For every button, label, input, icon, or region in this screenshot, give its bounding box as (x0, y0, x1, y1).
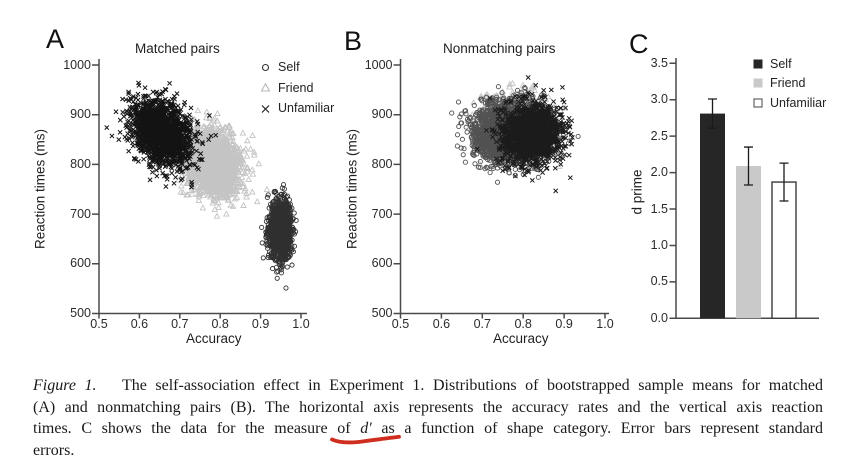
panel-c-label: C (629, 29, 649, 59)
legend-label-friend: Friend (278, 80, 314, 95)
panel-b-ytick-900: 900 (371, 107, 393, 122)
panel-a-ytick-700: 700 (70, 206, 91, 221)
panel-c-ytick-1: 1.0 (650, 237, 668, 252)
red-underline-stroke (332, 437, 399, 443)
panel-b-xtick-0.6: 0.6 (432, 316, 451, 331)
panel-b-y-axis-label: Reaction times (ms) (344, 128, 360, 250)
legend-label-friend: Friend (770, 76, 806, 91)
panel-a-title: Matched pairs (135, 41, 220, 56)
caption-line-1 (33, 375, 823, 397)
panel-a-ytick-500: 500 (70, 306, 91, 320)
caption-line-3 (33, 418, 823, 440)
panel-b-xtick-0.8: 0.8 (514, 316, 532, 331)
panel-a-ytick-600: 600 (70, 256, 91, 271)
panel-c-ytick-2: 2.0 (650, 165, 668, 180)
panel-b-label: B (344, 26, 363, 56)
caption-line-3-seg-3: as a function of shape category. Error bars represent standard (371, 420, 824, 438)
red-underline-annotation (329, 432, 403, 447)
panel-b-xtick-0.7: 0.7 (473, 316, 491, 331)
caption-line-2-seg-1: (A) and nonmatching pairs (B). The horizontal axis represents the accuracy rates and the vertical axis reaction (33, 398, 823, 416)
panel-b-ytick-500: 500 (371, 306, 393, 320)
legend-label-self: Self (770, 56, 792, 71)
panel-c-ytick-2.5: 2.5 (650, 128, 668, 143)
panel-c-y-axis-label: d prime (629, 169, 645, 215)
legend-label-unfamiliar: Unfamiliar (278, 101, 335, 115)
panel-c-ytick-0.5: 0.5 (650, 274, 668, 289)
panel-a-ytick-1000: 1000 (63, 57, 91, 72)
panel-c-ytick-3.5: 3.5 (650, 55, 668, 70)
panel-b-xtick-1: 1.0 (596, 316, 614, 331)
panel-b-title: Nonmatching pairs (443, 41, 556, 56)
caption-line-2 (33, 397, 823, 419)
panel-a-xtick-0.8: 0.8 (211, 316, 229, 331)
panel-a-ytick-900: 900 (70, 107, 91, 122)
panel-a-xtick-0.7: 0.7 (171, 316, 189, 331)
legend-label-unfamiliar: Unfamiliar (770, 95, 827, 110)
panel-b-ytick-800: 800 (371, 156, 393, 171)
panel-a-label: A (46, 24, 65, 54)
panel-a-ytick-800: 800 (70, 156, 91, 171)
panel-c-ytick-0: 0.0 (650, 310, 668, 325)
caption-line-1-seg-1: Figure 1. (33, 377, 97, 394)
panel-a-x-axis-label: Accuracy (186, 331, 242, 346)
caption-line-4 (33, 440, 823, 462)
caption-line-1-seg-2: The self-association effect in Experiment 1. Distributions of bootstrapped sample means for matched (96, 377, 823, 394)
figure-caption (33, 375, 823, 462)
panel-c-ytick-1.5: 1.5 (650, 201, 668, 216)
panel-b-x-axis-label: Accuracy (493, 331, 549, 346)
panel-a-xtick-0.5: 0.5 (90, 316, 108, 331)
panel-a-xtick-0.9: 0.9 (251, 316, 270, 331)
panel-b-ytick-700: 700 (371, 206, 393, 221)
panel-b-ytick-1000: 1000 (364, 57, 393, 72)
panel-b-xtick-0.9: 0.9 (555, 316, 573, 331)
caption-line-3-seg-1: times. C shows the data for the measure of (33, 420, 361, 438)
panel-a-xtick-0.6: 0.6 (130, 316, 149, 331)
caption-line-4-seg-1: errors. (33, 442, 75, 460)
panel-c-ytick-3: 3.0 (650, 92, 668, 107)
panel-a-y-axis-label: Reaction times (ms) (32, 128, 48, 250)
caption-line-3-seg-2: d′ (360, 420, 372, 438)
panel-b-xtick-0.5: 0.5 (391, 316, 410, 331)
panel-a-xtick-1: 1.0 (292, 316, 310, 331)
panel-b-ytick-600: 600 (371, 256, 393, 271)
legend-label-self: Self (278, 60, 300, 74)
